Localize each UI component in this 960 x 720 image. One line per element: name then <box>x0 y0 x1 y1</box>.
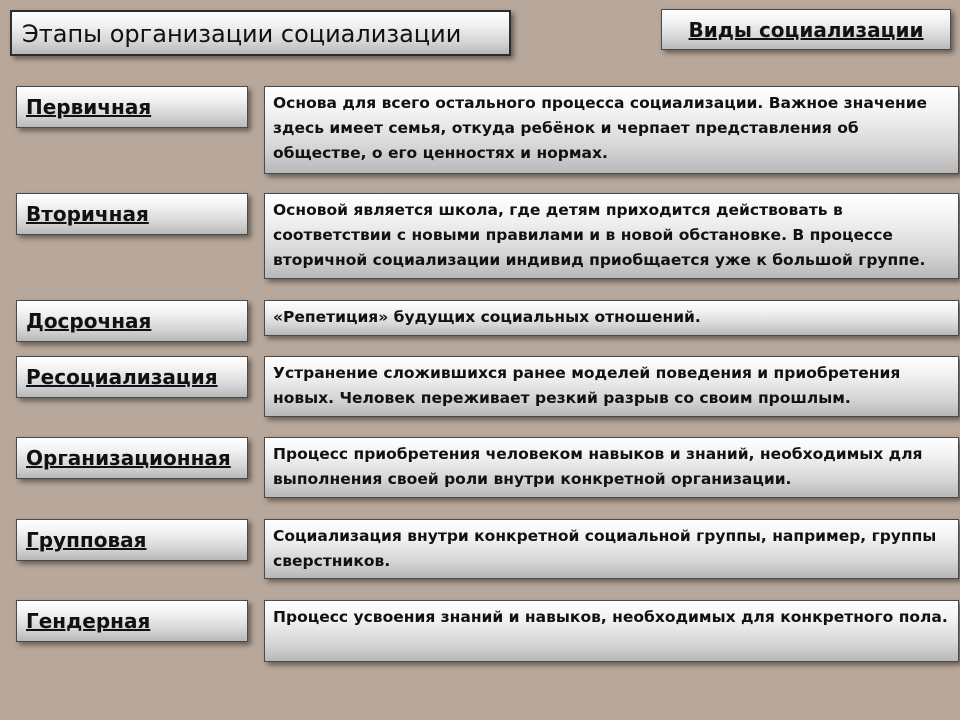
label-anticipatory: Досрочная <box>16 300 248 342</box>
desc-anticipatory: «Репетиция» будущих социальных отношений. <box>264 300 959 336</box>
label-gender: Гендерная <box>16 600 248 642</box>
label-resocialization: Ресоциализация <box>16 356 248 398</box>
label-secondary: Вторичная <box>16 193 248 235</box>
desc-resocialization: Устранение сложившихся ранее моделей поведения и приобретения новых. Человек переживает резкий разрыв со своим прошлым. <box>264 356 959 417</box>
desc-organizational: Процесс приобретения человеком навыков и знаний, необходимых для выполнения своей роли внутри конкретной организации. <box>264 437 959 498</box>
label-organizational: Организационная <box>16 437 248 479</box>
desc-group: Социализация внутри конкретной социальной группы, например, группы сверстников. <box>264 519 959 579</box>
label-group: Групповая <box>16 519 248 561</box>
desc-gender: Процесс усвоения знаний и навыков, необходимых для конкретного пола. <box>264 600 959 662</box>
slide-title: Этапы организации социализации <box>10 10 511 56</box>
desc-primary: Основа для всего остального процесса социализации. Важное значение здесь имеет семья, откуда ребёнок и черпает представления об обществе, о его ценностях и нормах. <box>264 86 959 174</box>
types-header: Виды социализации <box>661 9 951 50</box>
desc-secondary: Основой является школа, где детям приходится действовать в соответствии с новыми правилами и в новой обстановке. В процессе вторичной социализации индивид приобщается уже к большой группе. <box>264 193 959 279</box>
label-primary: Первичная <box>16 86 248 128</box>
